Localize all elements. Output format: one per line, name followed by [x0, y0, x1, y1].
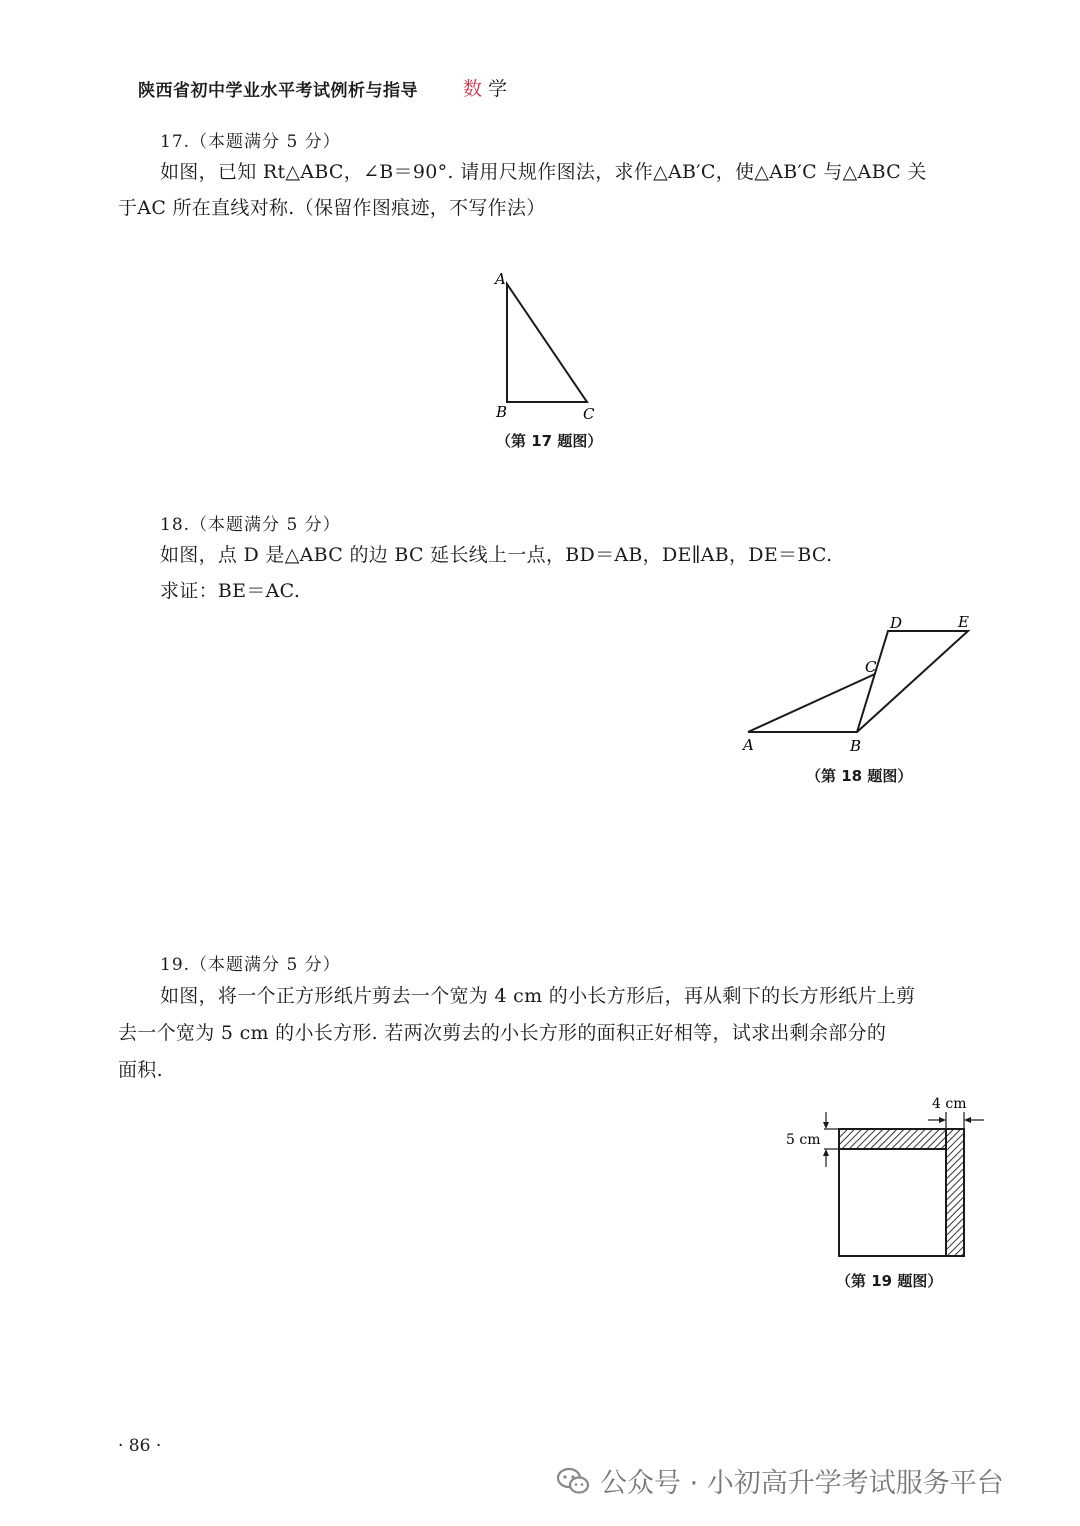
q18-label-d: D	[890, 614, 903, 632]
watermark-text: 公众号 · 小初高升学考试服务平台	[600, 1468, 1004, 1499]
q17-line2: 于AC 所在直线对称.（保留作图痕迹，不写作法）	[118, 197, 546, 219]
q19-arrowhead-right	[964, 1117, 971, 1123]
q19-heading: 19.（本题满分 5 分）	[160, 955, 341, 975]
q17-triangle	[507, 284, 587, 402]
subject-label	[463, 74, 513, 101]
q19-arrowhead-top	[823, 1122, 829, 1129]
subject-second-char: 学	[488, 78, 514, 100]
q17-heading: 17.（本题满分 5 分）	[160, 132, 341, 152]
q18-label-c: C	[865, 658, 877, 676]
q17-line1: 如图，已知 Rt△ABC，∠B＝90°. 请用尺规作图法，求作△AB′C，使△AB′C 与△ABC 关	[160, 161, 927, 183]
q18-line-ac	[748, 674, 875, 732]
watermark	[556, 1461, 1004, 1500]
q17-label-a: A	[495, 270, 506, 288]
q19-label-4cm: 4 cm	[932, 1096, 967, 1112]
q19-arrowhead-bottom	[823, 1149, 829, 1156]
q17-caption: （第 17 题图）	[496, 432, 603, 450]
q18-label-b: B	[850, 737, 862, 755]
q19-strip-5cm	[839, 1129, 946, 1149]
q17-label-b: B	[496, 403, 508, 421]
q18-label-a: A	[743, 736, 754, 754]
q18-line1: 如图，点 D 是△ABC 的边 BC 延长线上一点，BD＝AB，DE∥AB，DE＝BC.	[160, 544, 833, 566]
q19-caption: （第 19 题图）	[836, 1272, 943, 1290]
q18-heading: 18.（本题满分 5 分）	[160, 515, 341, 535]
subject-first-char: 数	[463, 78, 489, 100]
book-title: 陕西省初中学业水平考试例析与指导	[138, 81, 418, 101]
q18-line2: 求证：BE＝AC.	[160, 580, 301, 602]
page-number: · 86 ·	[118, 1436, 162, 1456]
q19-figure	[780, 1090, 990, 1265]
q19-line2: 去一个宽为 5 cm 的小长方形. 若两次剪去的小长方形的面积正好相等，试求出剩余部分的	[118, 1022, 887, 1044]
q17-label-c: C	[583, 405, 595, 423]
q18-caption: （第 18 题图）	[806, 767, 913, 785]
q19-label-5cm: 5 cm	[786, 1132, 821, 1148]
q18-label-e: E	[958, 613, 969, 631]
q19-line1: 如图，将一个正方形纸片剪去一个宽为 4 cm 的小长方形后，再从剩下的长方形纸片上剪	[160, 985, 916, 1007]
q19-arrowhead-left	[939, 1117, 946, 1123]
wechat-icon	[556, 1466, 590, 1496]
q19-line3: 面积.	[118, 1059, 163, 1081]
q18-figure	[730, 610, 990, 760]
q17-figure	[480, 262, 620, 427]
q19-strip-4cm	[946, 1129, 964, 1256]
